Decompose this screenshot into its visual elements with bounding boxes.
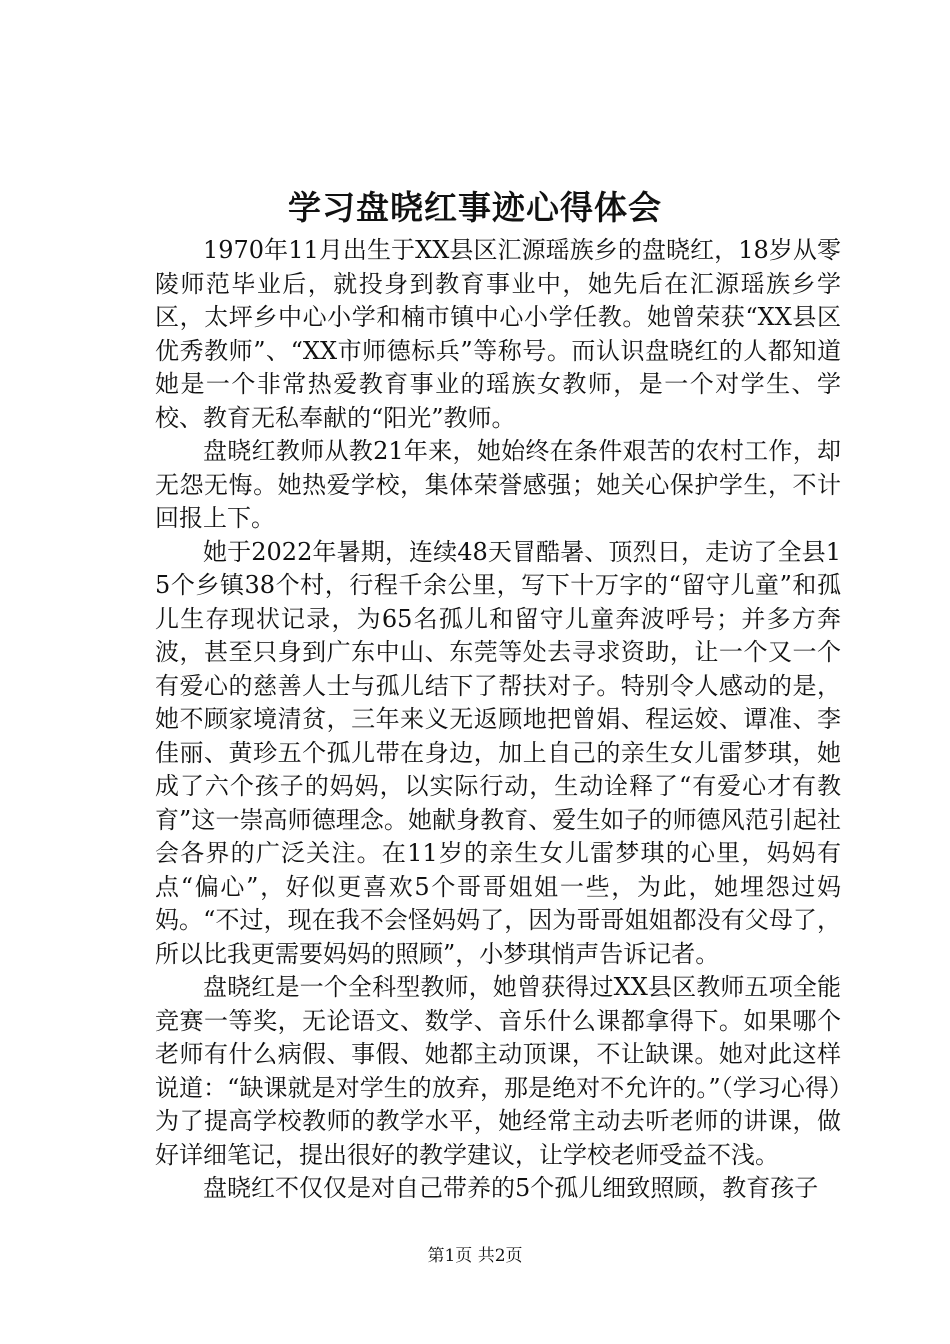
paragraph-2: 盘晓红教师从教21年来，她始终在条件艰苦的农村工作，却无怨无悔。她热爱学校，集体荣誉感强；她关心保护学生，不计回报上下。 (155, 437, 841, 532)
page-footer: 第1页 共2页 (427, 1246, 523, 1266)
paragraph-1: 1970年11月出生于XX县区汇源瑶族乡的盘晓红，18岁从零陵师范毕业后，就投身到教育事业中，她先后在汇源瑶族乡学区，太坪乡中心小学和楠市镇中心小学任教。她曾荣获“XX县区优秀教师”、“XX市师德标兵”等称号。而认识盘晓红的人都知道她是一个非常热爱教育事业的瑶族女教师，是一个对学生、学校、教育无私奉献的“阳光”教师。 (155, 236, 841, 432)
paragraph-4: 盘晓红是一个全科型教师，她曾获得过XX县区教师五项全能竞赛一等奖，无论语文、数学、音乐什么课都拿得下。如果哪个老师有什么病假、事假、她都主动顶课，不让缺课。她对此这样说道：“缺课就是对学生的放弃，那是绝对不允许的。”（学习心得）为了提高学校教师的教学水平，她经常主动去听老师的讲课，做好详细笔记，提出很好的教学建议，让学校老师受益不浅。 (155, 973, 841, 1169)
paragraph-3: 她于2022年暑期，连续48天冒酷暑、顶烈日，走访了全县15个乡镇38个村，行程千余公里，写下十万字的“留守儿童”和孤儿生存现状记录，为65名孤儿和留守儿童奔波呼号；并多方奔波，甚至只身到广东中山、东莞等处去寻求资助，让一个又一个有爱心的慈善人士与孤儿结下了帮扶对子。特别令人感动的是，她不顾家境清贫，三年来义无返顾地把曾娟、程运姣、谭准、李佳丽、黄珍五个孤儿带在身边，加上自己的亲生女儿雷梦琪，她成了六个孩子的妈妈，以实际行动，生动诠释了“有爱心才有教育”这一崇高师德理念。她献身教育、爱生如子的师德风范引起社会各界的广泛关注。在11岁的亲生女儿雷梦琪的心里，妈妈有点“偏心”，好似更喜欢5个哥哥姐姐一些，为此，她埋怨过妈妈。“不过，现在我不会怪妈妈了，因为哥哥姐姐都没有父母了，所以比我更需要妈妈的照顾”，小梦琪悄声告诉记者。 (155, 537, 841, 968)
paragraph-5: 盘晓红不仅仅是对自己带养的5个孤儿细致照顾，教育孩子 (203, 1174, 819, 1202)
document-body (155, 234, 841, 1206)
document-title: 学习盘晓红事迹心得体会 (288, 188, 662, 227)
